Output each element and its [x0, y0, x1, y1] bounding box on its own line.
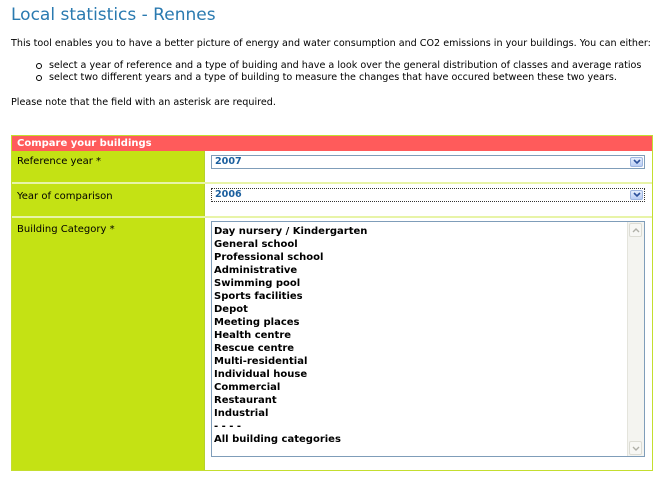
intro-text: This tool enables you to have a better picture of energy and water consumption and CO2 emissions in your buildings. You can either: [11, 38, 651, 49]
bullet-icon [36, 63, 42, 69]
comparison-year-row [12, 184, 652, 216]
list-item: select a year of reference and a type of buiding and have a look over the general distribution of classes and average ratios [36, 60, 641, 72]
category-option[interactable]: Multi-residential [214, 356, 308, 367]
category-option[interactable]: Administrative [214, 265, 298, 276]
form-header: Compare your buildings [12, 136, 652, 151]
chevron-down-icon[interactable] [630, 190, 643, 200]
category-option[interactable]: Restaurant [214, 395, 277, 406]
category-option[interactable]: Commercial [214, 382, 281, 393]
category-option[interactable]: - - - - [214, 421, 242, 432]
category-option[interactable]: General school [214, 239, 298, 250]
comparison-year-value: 2006 [215, 189, 242, 200]
category-option[interactable]: Meeting places [214, 317, 300, 328]
category-option[interactable]: Sports facilities [214, 291, 303, 302]
page-title: Local statistics - Rennes [11, 5, 216, 25]
chevron-down-icon[interactable] [630, 157, 643, 167]
compare-form [11, 135, 653, 471]
building-category-listbox[interactable] [211, 221, 645, 457]
category-option[interactable]: Individual house [214, 369, 308, 380]
category-option[interactable]: Day nursery / Kindergarten [214, 226, 368, 237]
reference-year-row [12, 151, 652, 182]
scroll-down-icon[interactable] [629, 441, 642, 455]
comparison-year-select[interactable] [211, 188, 645, 202]
bullet-icon [36, 75, 42, 81]
category-option[interactable]: Professional school [214, 252, 324, 263]
reference-year-select[interactable] [211, 155, 645, 169]
options-list [36, 60, 641, 84]
category-option[interactable]: Depot [214, 304, 248, 315]
building-category-row [12, 218, 652, 470]
category-option[interactable]: Health centre [214, 330, 292, 341]
scrollbar[interactable] [627, 222, 644, 456]
reference-year-label: Reference year * [12, 151, 204, 182]
building-category-label: Building Category * [12, 218, 204, 470]
category-option[interactable]: All building categories [214, 434, 341, 445]
comparison-year-label: Year of comparison [12, 184, 204, 216]
category-option[interactable]: Rescue centre [214, 343, 295, 354]
category-option[interactable]: Industrial [214, 408, 269, 419]
category-option[interactable]: Swimming pool [214, 278, 301, 289]
list-item: select two different years and a type of building to measure the changes that have occured between these two years. [36, 72, 641, 84]
required-note: Please note that the field with an asterisk are required. [11, 97, 276, 108]
reference-year-value: 2007 [215, 156, 242, 167]
scroll-up-icon[interactable] [629, 223, 642, 237]
